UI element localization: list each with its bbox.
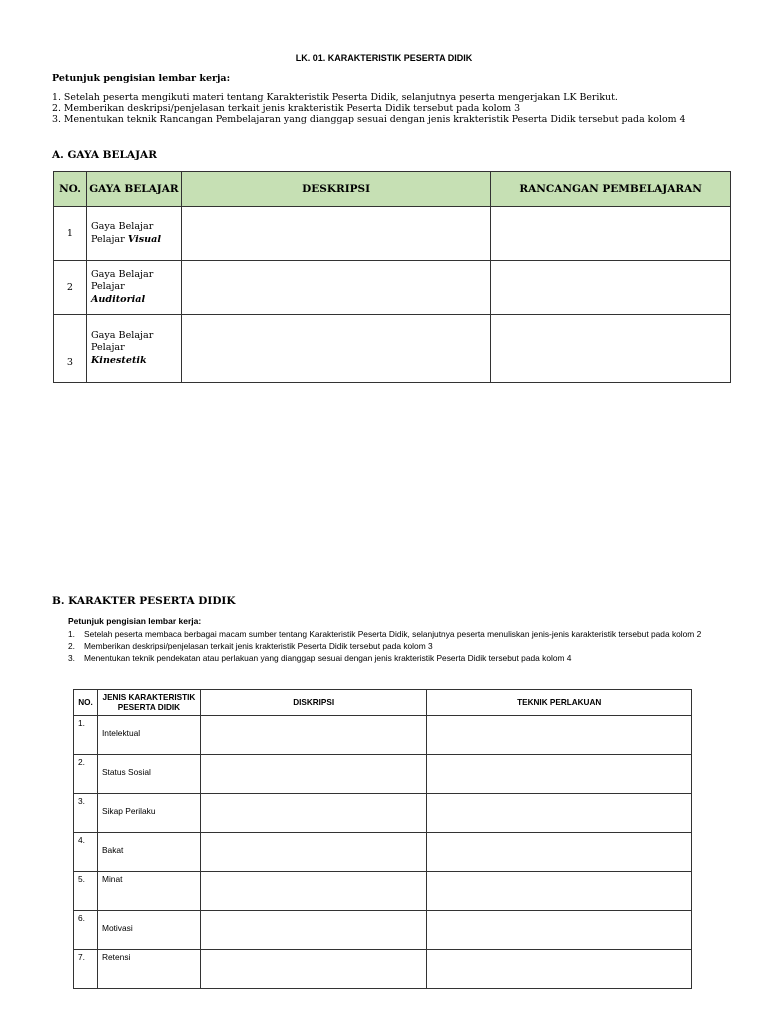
instruction-item: 2. Memberikan deskripsi/penjelasan terkait jenis krakteristik Peserta Didik tersebut pada kolom 3 [52, 103, 521, 114]
row-number: 7. [74, 950, 98, 989]
instruction-item [68, 652, 728, 664]
rancangan-cell[interactable] [491, 207, 731, 261]
header-no: NO. [54, 172, 87, 207]
diskripsi-cell[interactable] [200, 794, 427, 833]
jenis-text: Bakat [101, 845, 124, 855]
gaya-belajar-cell [86, 261, 181, 315]
header-deskripsi: DESKRIPSI [181, 172, 490, 207]
table-row [54, 261, 731, 315]
table-row [74, 950, 692, 989]
diskripsi-cell[interactable] [200, 911, 427, 950]
gaya-type: Auditorial [90, 293, 146, 305]
instruction-text: Menentukan teknik pendekatan atau perlakuan yang dianggap sesuai dengan jenis krakteristik Peserta Didik tersebut pada kolom 4 [84, 653, 572, 663]
cell-text: Pelajar [90, 233, 125, 245]
teknik-cell[interactable] [427, 872, 692, 911]
gaya-type: Visual [127, 233, 161, 245]
jenis-cell [97, 911, 200, 950]
deskripsi-cell[interactable] [181, 261, 490, 315]
cell-line: Gaya Belajar [90, 221, 154, 232]
teknik-cell[interactable] [427, 794, 692, 833]
teknik-cell[interactable] [427, 911, 692, 950]
header-rancangan: RANCANGAN PEMBELAJARAN [491, 172, 731, 207]
instruction-text: Setelah peserta membaca berbagai macam sumber tentang Karakteristik Peserta Didik, selanjutnya peserta menuliskan jenis-jenis karakteristik tersebut pada kolom 2 [84, 629, 702, 639]
table-row [74, 716, 692, 755]
jenis-text: Intelektual [101, 728, 141, 738]
table-row [74, 833, 692, 872]
table-row [74, 794, 692, 833]
table-row [54, 315, 731, 383]
jenis-text: Retensi [101, 952, 131, 962]
gaya-belajar-cell [86, 315, 181, 383]
petunjuk-heading-b: Petunjuk pengisian lembar kerja: [68, 616, 202, 626]
jenis-text: Sikap Perilaku [101, 806, 156, 816]
instruction-number: 3. [68, 653, 75, 663]
jenis-cell [97, 833, 200, 872]
rancangan-cell[interactable] [491, 315, 731, 383]
row-number: 1 [54, 207, 87, 261]
header-no: NO. [74, 690, 98, 716]
table-header-row [74, 690, 692, 716]
teknik-cell[interactable] [427, 755, 692, 794]
teknik-cell[interactable] [427, 833, 692, 872]
row-number: 2. [74, 755, 98, 794]
gaya-belajar-table [53, 171, 731, 383]
instruction-number: 1. [68, 629, 75, 639]
cell-line [91, 234, 181, 247]
header-jenis: JENIS KARAKTERISTIK PESERTA DIDIK [97, 690, 200, 716]
cell-line: Gaya Belajar [90, 268, 154, 280]
row-number: 5. [74, 872, 98, 911]
instruction-item: 3. Menentukan teknik Rancangan Pembelajaran yang dianggap sesuai dengan jenis krakteristik Peserta Didik tersebut pada kolom 4 [52, 114, 686, 125]
table-row [54, 207, 731, 261]
document-title: LK. 01. KARAKTERISTIK PESERTA DIDIK [295, 53, 473, 63]
instruction-item [68, 640, 728, 652]
row-number: 3. [74, 794, 98, 833]
diskripsi-cell[interactable] [200, 872, 427, 911]
cell-line: Pelajar [90, 281, 125, 293]
header-teknik: TEKNIK PERLAKUAN [427, 690, 692, 716]
instruction-text: Memberikan deskripsi/penjelasan terkait jenis krakteristik Peserta Didik tersebut pada kolom 3 [84, 641, 433, 651]
table-header-row [54, 172, 731, 207]
diskripsi-cell[interactable] [200, 950, 427, 989]
jenis-cell [97, 716, 200, 755]
gaya-belajar-cell [86, 207, 181, 261]
instruction-number: 2. [68, 641, 75, 651]
teknik-cell[interactable] [427, 716, 692, 755]
rancangan-cell[interactable] [491, 261, 731, 315]
row-number: 4. [74, 833, 98, 872]
instructions-b [68, 628, 728, 664]
row-number: 6. [74, 911, 98, 950]
header-gaya-belajar: GAYA BELAJAR [86, 172, 181, 207]
row-number: 1. [74, 716, 98, 755]
row-number: 2 [54, 261, 87, 315]
jenis-text: Minat [101, 874, 123, 884]
table-row [74, 755, 692, 794]
teknik-cell[interactable] [427, 950, 692, 989]
jenis-cell [97, 950, 200, 989]
jenis-cell [97, 872, 200, 911]
jenis-cell [97, 755, 200, 794]
cell-line: Pelajar [90, 342, 125, 354]
diskripsi-cell[interactable] [200, 755, 427, 794]
table-row [74, 872, 692, 911]
jenis-cell [97, 794, 200, 833]
instruction-item [68, 628, 728, 640]
karakter-table [73, 689, 692, 989]
section-b-title: B. KARAKTER PESERTA DIDIK [52, 595, 236, 607]
jenis-text: Motivasi [101, 923, 133, 933]
header-diskripsi: DISKRIPSI [200, 690, 427, 716]
row-number: 3 [54, 315, 87, 383]
jenis-text: Status Sosial [101, 767, 151, 777]
gaya-type: Kinestetik [90, 354, 147, 366]
deskripsi-cell[interactable] [181, 315, 490, 383]
petunjuk-heading-a: Petunjuk pengisian lembar kerja: [52, 73, 231, 84]
section-a-title: A. GAYA BELAJAR [52, 149, 157, 161]
instruction-item: 1. Setelah peserta mengikuti materi tentang Karakteristik Peserta Didik, selanjutnya peserta mengerjakan LK Berikut. [52, 92, 618, 103]
deskripsi-cell[interactable] [181, 207, 490, 261]
table-row [74, 911, 692, 950]
diskripsi-cell[interactable] [200, 716, 427, 755]
instructions-a [52, 92, 752, 125]
cell-line: Gaya Belajar [90, 329, 154, 341]
diskripsi-cell[interactable] [200, 833, 427, 872]
